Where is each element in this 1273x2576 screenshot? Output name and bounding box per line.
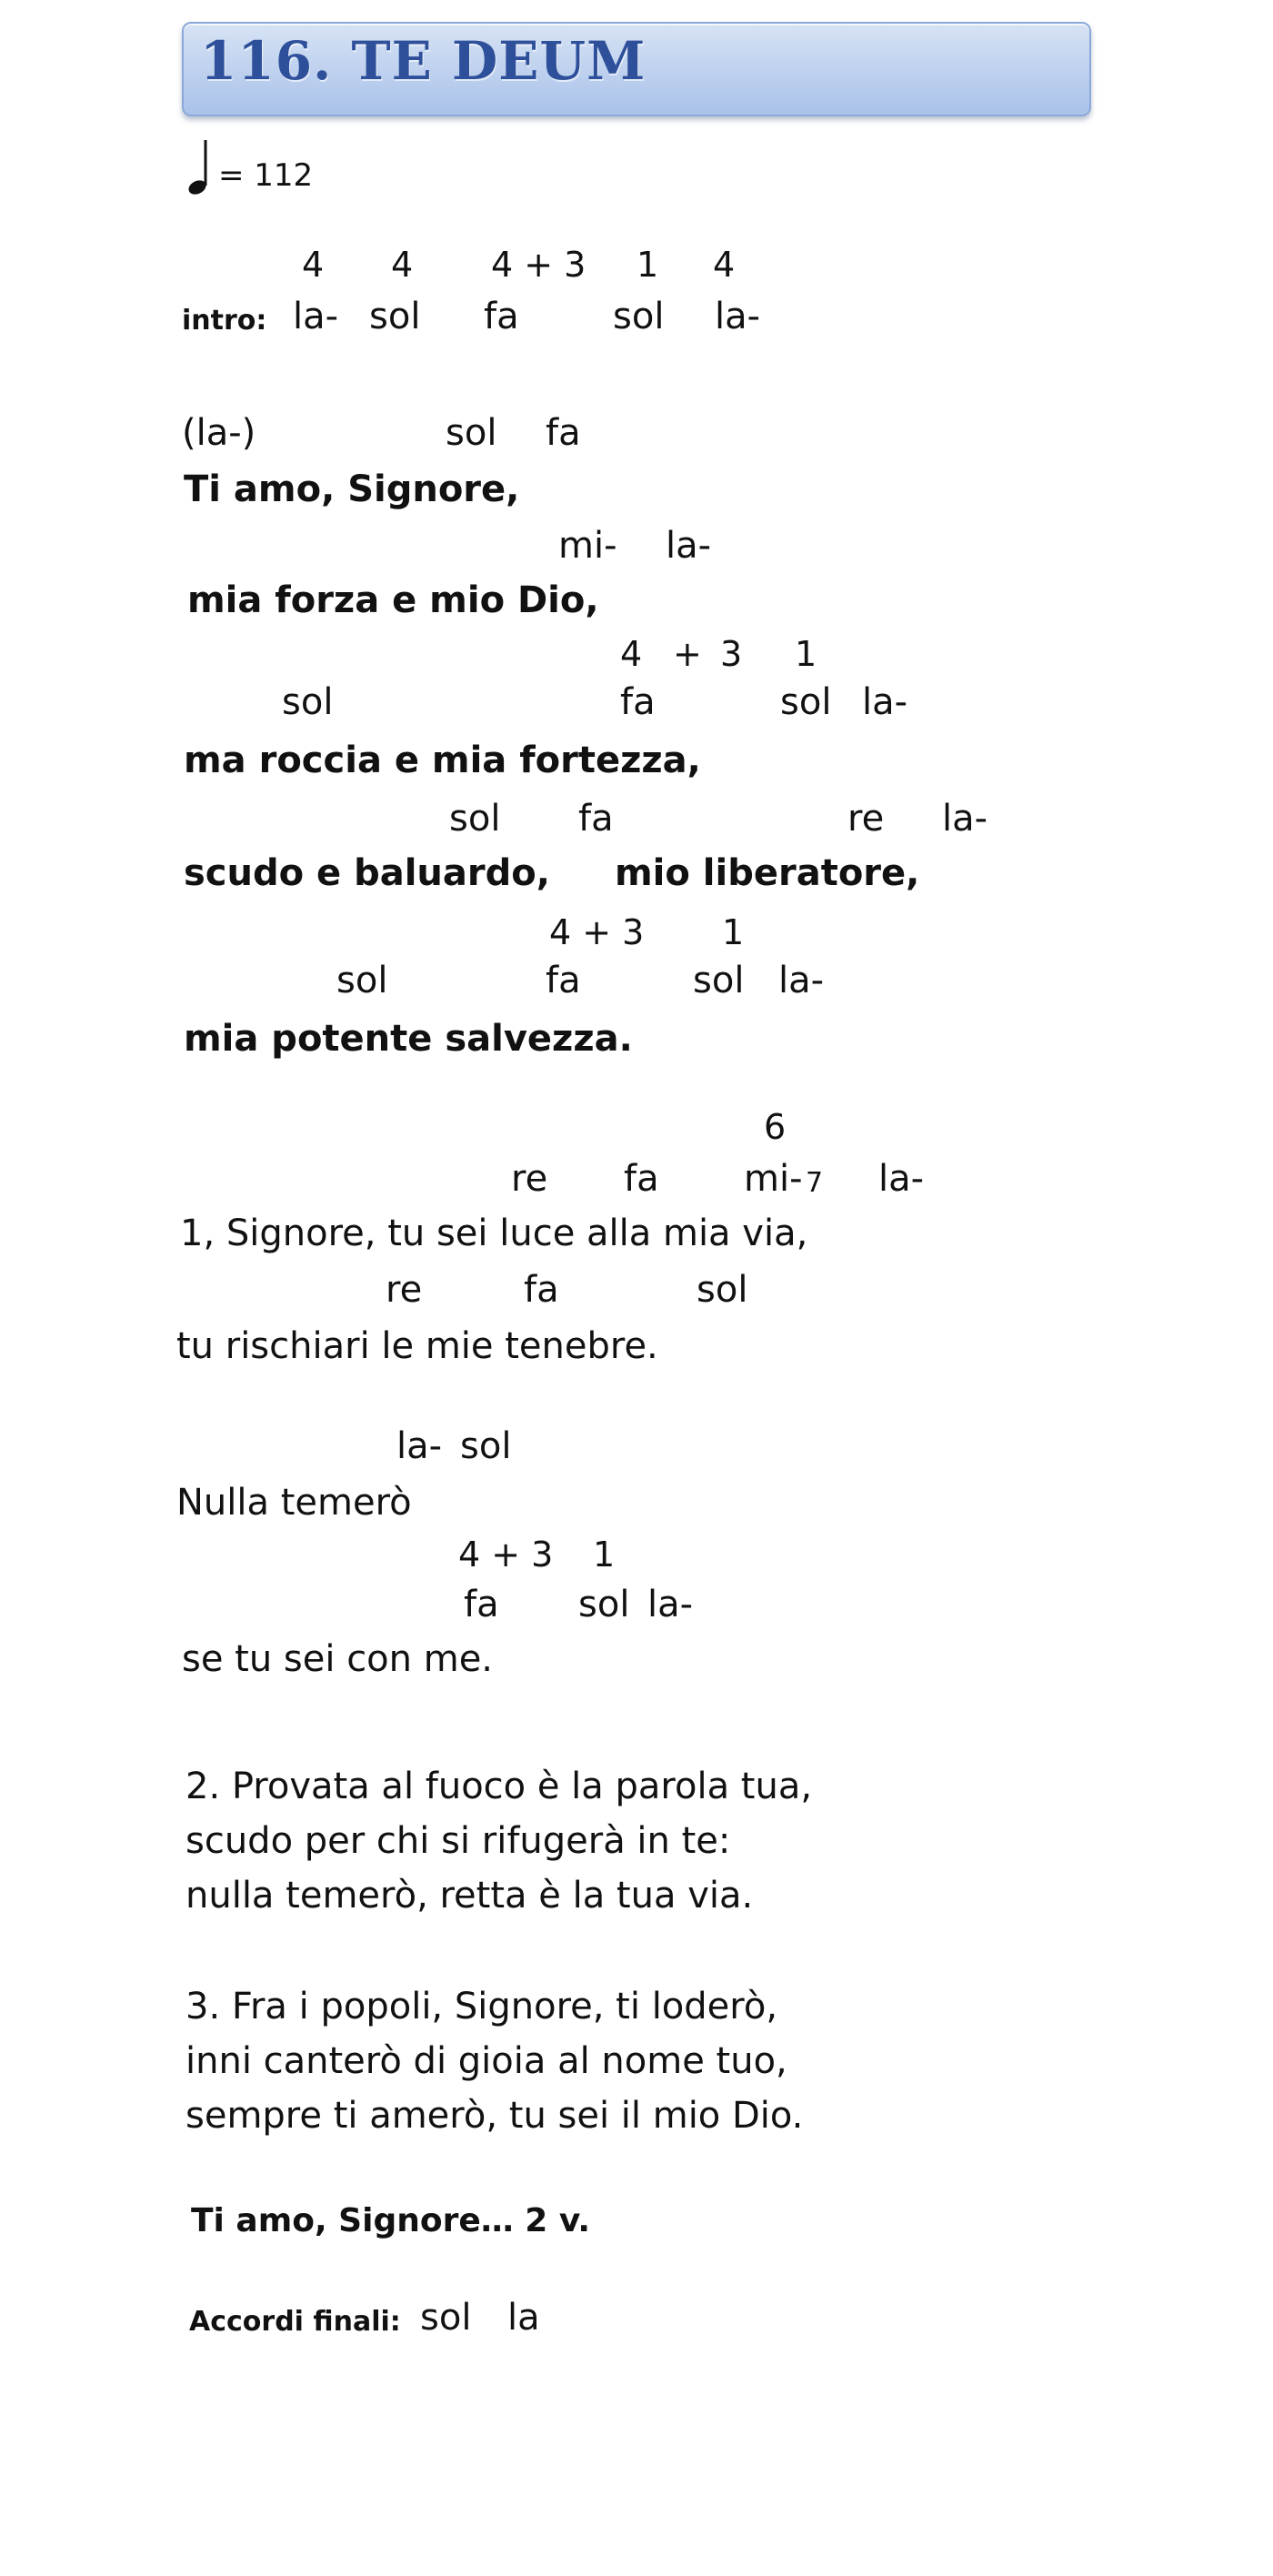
chord: fa [620,681,656,723]
chord-number: 4 [620,634,643,674]
chord: la- [862,681,908,723]
chord-number: 6 [764,1107,787,1147]
intro-number: 4 + 3 [491,245,586,285]
chord: fa [546,960,581,1001]
chord: la- [666,525,712,567]
lyric-line: tu rischiari le mie tenebre. [176,1325,658,1367]
chord: la- [778,960,825,1001]
intro-chord: sol [613,296,665,337]
intro-number: 4 [713,245,736,285]
lyric-line: mia forza e mio Dio, [187,579,599,621]
chord-number: 4 + 3 [549,912,645,952]
chord: la- [878,1158,925,1200]
intro-chord: la- [293,296,339,337]
lyric-line: scudo per chi si rifugerà in te: [185,1820,731,1862]
chord: sol [449,798,501,840]
lyric-line: ma roccia e mia fortezza, [184,740,701,781]
intro-label: intro: [182,305,267,337]
repeat-instruction: Ti amo, Signore… 2 v. [191,2202,591,2239]
chord: fa [578,798,614,840]
chord-number: 1 [722,912,745,952]
lyric-line: 3. Fra i popoli, Signore, ti loderò, [185,1986,778,2028]
intro-chord: fa [484,296,519,337]
intro-number: 4 [302,245,325,285]
quarter-note-icon [185,138,216,196]
intro-number: 1 [636,245,659,285]
chord-number: 1 [795,634,817,674]
chord: sol [780,681,832,723]
chord: sol [578,1584,630,1625]
final-chords-label: Accordi finali: [189,2306,401,2338]
chord: sol [693,960,745,1001]
lyric-line: Ti amo, Signore, [184,468,520,510]
tempo-value: = 112 [218,157,314,194]
chord-number: 1 [593,1535,616,1575]
chord: fa [464,1584,499,1625]
lyric-line: 1, Signore, tu sei luce alla mia via, [180,1213,808,1254]
chord-number: 3 [720,634,743,674]
chord: mi- [744,1158,803,1200]
chord: (la-) [182,412,256,454]
lyric-line: nulla temerò, retta è la tua via. [185,1875,754,1917]
intro-chord: sol [369,296,421,337]
intro-chord: la- [715,296,761,337]
chord: sol [697,1269,748,1311]
chord: sol [446,412,497,454]
lyric-line: mio liberatore, [615,852,920,894]
chord: sol [336,960,388,1001]
final-chord: la [507,2297,540,2339]
lyric-line: scudo e baluardo, [184,852,550,894]
page-title: 116. TE DEUM [200,30,647,92]
lyric-line: Nulla temerò [176,1482,412,1524]
chord: fa [546,412,581,454]
title-banner [182,22,1091,116]
lyric-line: inni canterò di gioia al nome tuo, [185,2040,787,2082]
chord: sol [282,681,334,723]
chord: re [386,1269,423,1311]
chord: re [511,1158,548,1200]
chord-number: + [673,634,702,674]
chord: fa [624,1158,659,1200]
chord: mi- [558,525,617,567]
chord: la- [647,1584,694,1625]
lyric-line: se tu sei con me. [182,1638,494,1680]
chord: fa [524,1269,559,1311]
chord-seventh: 7 [806,1167,824,1199]
chord: la- [942,798,988,840]
chord: sol [460,1425,512,1467]
lyric-line: mia potente salvezza. [184,1018,633,1060]
chord: la- [396,1425,443,1467]
tempo-marking [185,138,367,196]
lyric-line: sempre ti amerò, tu sei il mio Dio. [185,2095,804,2137]
chord-number: 4 + 3 [458,1535,554,1575]
chord: re [847,798,885,840]
final-chord: sol [420,2297,472,2339]
intro-number: 4 [391,245,414,285]
lyric-line: 2. Provata al fuoco è la parola tua, [185,1766,813,1807]
